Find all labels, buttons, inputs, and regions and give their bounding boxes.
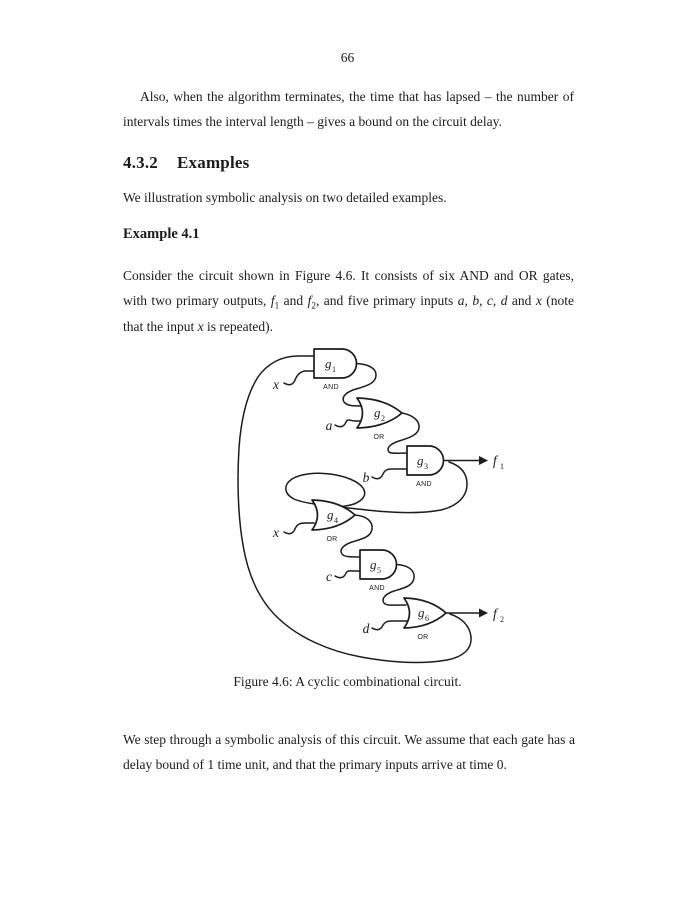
section-title: Examples <box>177 153 250 172</box>
input-label-x2: x <box>273 525 279 540</box>
section-number: 4.3.2 <box>123 153 158 172</box>
intro-paragraph: We illustration symbolic analysis on two detailed examples. <box>123 190 447 205</box>
gate-g1-and <box>314 349 357 391</box>
output-label-f2: f <box>493 606 497 621</box>
gate-g5-and <box>360 550 397 592</box>
gate-g4-or <box>312 500 355 543</box>
gate-label-g2: g <box>374 405 381 420</box>
gate-label-g5: g <box>370 557 377 572</box>
wire-input-x2 <box>284 523 314 534</box>
gate-type-g2: OR <box>373 434 385 441</box>
figure-caption: Figure 4.6: A cyclic combinational circuit. <box>233 674 462 689</box>
output-label-f2-sub: 2 <box>500 615 504 624</box>
output-label-f1: f <box>493 453 497 468</box>
gate-label-g4-sub: 4 <box>334 516 338 525</box>
gate-label-g4: g <box>327 507 334 522</box>
input-label-c: c <box>326 569 332 584</box>
gate-label-g2-sub: 2 <box>381 414 385 423</box>
wire-input-c <box>335 571 362 578</box>
gate-type-g6: OR <box>417 634 429 641</box>
gate-g3-and <box>407 446 444 488</box>
example-heading: Example 4.1 <box>123 226 200 242</box>
gate-g2-or <box>357 398 402 441</box>
gate-type-g4: OR <box>326 536 338 543</box>
f1-arrow-icon <box>479 456 488 465</box>
gate-label-g3: g <box>417 453 424 468</box>
gate-g6-or <box>404 598 446 641</box>
example-paragraph: Consider the circuit shown in Figure 4.6. It consists of six AND and OR gates, with two primary outputs, $f_1$ and $f_2$, and five primary inputs a, b, c, d and x (note that the input x is repeated). <box>123 268 574 334</box>
input-label-a: a <box>325 418 333 433</box>
gate-type-g1: AND <box>323 384 339 391</box>
gate-type-g5: AND <box>369 585 385 592</box>
wire-input-x1 <box>284 371 316 385</box>
input-label-x1: x <box>273 377 279 392</box>
input-label-b: b <box>362 470 370 485</box>
input-label-d: d <box>362 621 370 636</box>
gate-label-g6: g <box>418 605 425 620</box>
gate-type-g3: AND <box>416 481 432 488</box>
gate-label-g6-sub: 6 <box>425 614 429 623</box>
gate-label-g1-sub: 1 <box>332 365 336 374</box>
f2-arrow-icon <box>479 609 488 618</box>
page-number: 66 <box>340 50 355 65</box>
gate-label-g3-sub: 3 <box>424 462 428 471</box>
gate-label-g1: g <box>325 356 332 371</box>
gate-label-g5-sub: 5 <box>377 566 381 575</box>
closing-paragraph: We step through a symbolic analysis of this circuit. We assume that each gate has a delay bound of 1 time unit, and that the primary inputs arrive at time 0. <box>123 732 575 772</box>
paragraph-algorithm-terminates: Also, when the algorithm terminates, the time that has lapsed – the number of intervals times the interval length – gives a bound on the circuit delay. <box>123 89 574 129</box>
output-label-f1-sub: 1 <box>500 462 504 471</box>
wire-input-b <box>372 469 409 479</box>
